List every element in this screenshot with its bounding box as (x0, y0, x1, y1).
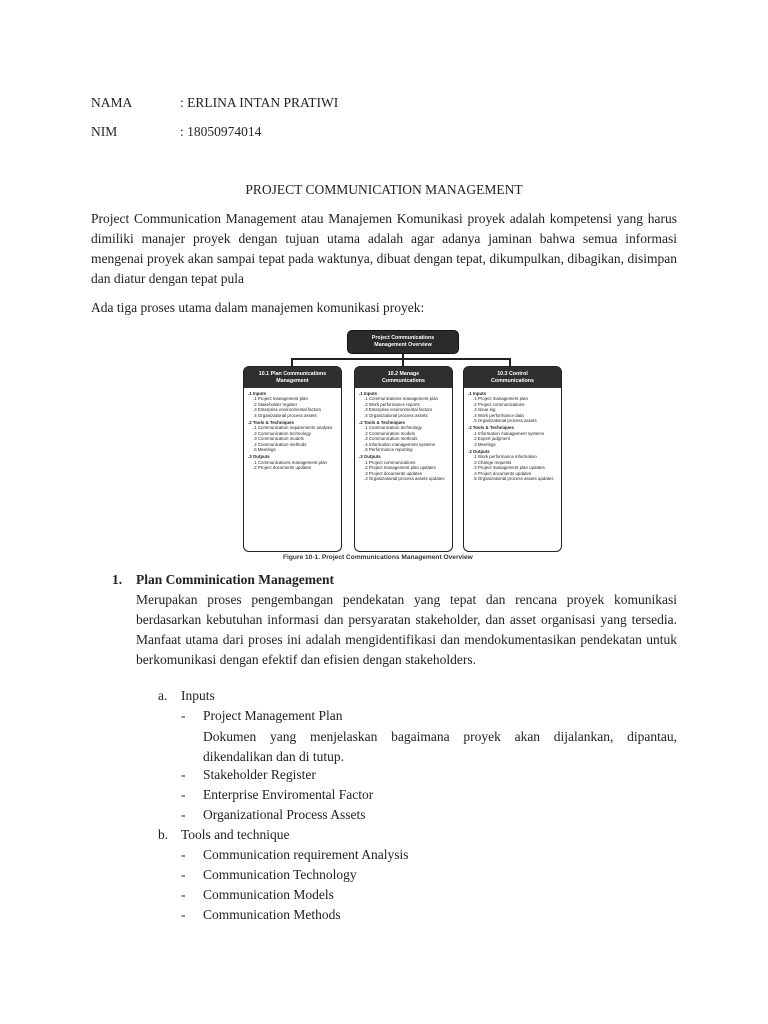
process-column-2 (354, 366, 453, 552)
diagram-group-title: .3 Outputs (359, 454, 381, 460)
process-title-line2: Communications (382, 377, 425, 384)
diagram-group (248, 454, 337, 470)
nim-value: : 18050974014 (180, 124, 262, 139)
diagram-item: .1 Project communications (364, 459, 416, 465)
diagram-item: .2 Communication technology (253, 430, 311, 436)
diagram-item: .2 Project management plan updates (364, 465, 436, 471)
dash-marker: - (181, 907, 186, 922)
dash-marker: - (181, 708, 186, 723)
section-description: Merupakan proses pengembangan pendekatan yang tepat dan rencana proyek komunikasi berdasarkan kebutuhan informasi dan persyaratan stakeholder, dan asset organisasi yang tersedia. Manfaat utama dari proses ini adalah mengidentifikasi dan mendokumentasikan pendekatan untuk berkomunikasi dengan efektif dan efisien dengan stakeholders. (136, 592, 677, 667)
process-column-1 (243, 366, 342, 552)
diagram-item: .1 Communication requirements analysis (253, 425, 333, 431)
process-column-2-title (355, 367, 452, 388)
diagram-item: .1 Work performance information (473, 454, 537, 460)
diagram-item: .1 Project management plan (473, 396, 528, 402)
process-title-line1: 10.2 Manage (387, 370, 420, 377)
tool-item: Communication Technology (203, 867, 357, 882)
diagram-group (248, 420, 337, 452)
tool-item: Communication Methods (203, 907, 341, 922)
diagram-item: .4 Organizational process assets (364, 412, 428, 418)
tools-label: Tools and technique (181, 827, 290, 842)
diagram-item: .3 Project management plan updates (473, 465, 545, 471)
process-column-3-body (464, 388, 561, 487)
input-item: Stakeholder Register (203, 767, 316, 782)
nama-value: : ERLINA INTAN PRATIWI (180, 95, 339, 110)
nama-label: NAMA (91, 95, 133, 110)
input-item: Project Management Plan (203, 708, 343, 723)
diagram-item: .2 Change requests (473, 459, 512, 465)
diagram-item: .3 Enterprise environmental factors (364, 407, 433, 413)
dash-marker: - (181, 847, 186, 862)
diagram-header-line1: Project Communications (371, 335, 435, 341)
diagram-group (359, 420, 448, 452)
process-title-line1: 10.1 Plan Communications (258, 370, 327, 377)
diagram-item: .5 Organizational process assets updates (473, 476, 554, 482)
diagram-item: .5 Meetings (253, 447, 276, 453)
list-marker-a: a. (158, 688, 168, 703)
diagram-item: .5 Organizational process assets (473, 418, 537, 424)
diagram-group-title: .1 Inputs (359, 391, 378, 396)
process-title-line2: Management (276, 377, 309, 384)
diagram-group-title: .3 Outputs (468, 449, 490, 455)
diagram-group (468, 391, 557, 423)
tool-item: Communication Models (203, 887, 334, 902)
diagram-group (468, 425, 557, 447)
process-title-line1: 10.3 Control (497, 370, 528, 377)
diagram-item: .1 Communication technology (364, 425, 422, 431)
dash-marker: - (181, 767, 186, 782)
diagram-group-title: .2 Tools & Techniques (359, 420, 405, 426)
diagram-group (359, 454, 448, 481)
diagram-item: .4 Organizational process assets updates (364, 476, 445, 482)
diagram-group (468, 449, 557, 481)
diagram-group-title: .2 Tools & Techniques (248, 420, 294, 426)
document-title: PROJECT COMMUNICATION MANAGEMENT (245, 182, 523, 197)
dash-marker: - (181, 867, 186, 882)
diagram-item: .3 Project documents updates (364, 470, 423, 476)
dash-marker: - (181, 807, 186, 822)
diagram-item: .3 Communication methods (364, 436, 418, 442)
connector-left (291, 358, 293, 366)
diagram-item: .1 Communications management plan (364, 396, 438, 402)
input-item: Organizational Process Assets (203, 807, 366, 822)
diagram-item: .4 Information management systems (364, 441, 436, 447)
process-title-line2: Communications (491, 377, 534, 384)
process-column-2-body (355, 388, 452, 487)
inputs-label: Inputs (181, 688, 215, 703)
diagram-item: .1 Communications management plan (253, 459, 327, 465)
process-column-1-body (244, 388, 341, 476)
process-column-3-title (464, 367, 561, 388)
diagram-item: .3 Issue log (473, 407, 496, 413)
connector-horizontal (291, 358, 509, 360)
diagram-item: .3 Enterprise environmental factors (253, 407, 322, 413)
diagram-item: .2 Expert judgment (473, 436, 510, 442)
input-item-description: Dokumen yang menjelaskan bagaimana proyek akan dijalankan, dipantau, dikendalikan dan di tutup. (203, 729, 677, 764)
diagram-group-title: .1 Inputs (468, 391, 487, 396)
diagram-group-title: .3 Outputs (248, 454, 270, 460)
diagram-group (248, 391, 337, 418)
diagram-item: .4 Project documents updates (473, 470, 532, 476)
dash-marker: - (181, 887, 186, 902)
input-item: Enterprise Enviromental Factor (203, 787, 374, 802)
process-column-3 (463, 366, 562, 552)
section-number: 1. (112, 572, 123, 587)
diagram-item: .1 Project management plan (253, 396, 308, 402)
tool-item: Communication requirement Analysis (203, 847, 409, 862)
process-column-1-title (244, 367, 341, 388)
diagram-item: .2 Work performance reports (364, 401, 420, 407)
overview-diagram (243, 330, 563, 566)
diagram-item: .3 Meetings (473, 441, 496, 447)
intro-paragraph: Project Communication Management atau Manajemen Komunikasi proyek adalah kompetensi yang harus dimiliki manajer proyek dengan tujuan utama adalah agar adanya jaminan bahwa semua informasi mengenai proyek akan sampai tepat pada waktunya, dibuat dengan tepat, dikumpulkan, dibagikan, disimpan dan diatur dengan tepat pula (91, 211, 677, 286)
dash-marker: - (181, 787, 186, 802)
diagram-group-title: .2 Tools & Techniques (468, 425, 514, 431)
diagram-group-title: .1 Inputs (248, 391, 267, 396)
diagram-item: .4 Work performance data (473, 412, 524, 418)
diagram-item: .3 Communication models (253, 436, 304, 442)
diagram-group (359, 391, 448, 418)
diagram-item: .2 Project documents updates (253, 465, 312, 471)
diagram-item: .5 Performance reporting (364, 447, 413, 453)
diagram-header (347, 330, 459, 354)
connector-right (509, 358, 511, 366)
diagram-header-line2: Management Overview (374, 342, 432, 348)
diagram-item: .2 Stakeholder register (253, 401, 298, 407)
diagram-item: .1 Information management systems (473, 430, 545, 436)
connector-mid (402, 358, 404, 366)
processes-intro: Ada tiga proses utama dalam manajemen komunikasi proyek: (91, 300, 425, 315)
diagram-item: .2 Project communications (473, 401, 525, 407)
diagram-item: .4 Organizational process assets (253, 412, 317, 418)
list-marker-b: b. (158, 827, 169, 842)
diagram-item: .4 Communication methods (253, 441, 307, 447)
section-heading: Plan Comminication Management (136, 572, 334, 587)
nim-label: NIM (91, 124, 118, 139)
diagram-item: .2 Communication models (364, 430, 415, 436)
figure-caption: Figure 10-1. Project Communications Management Overview (283, 554, 473, 561)
